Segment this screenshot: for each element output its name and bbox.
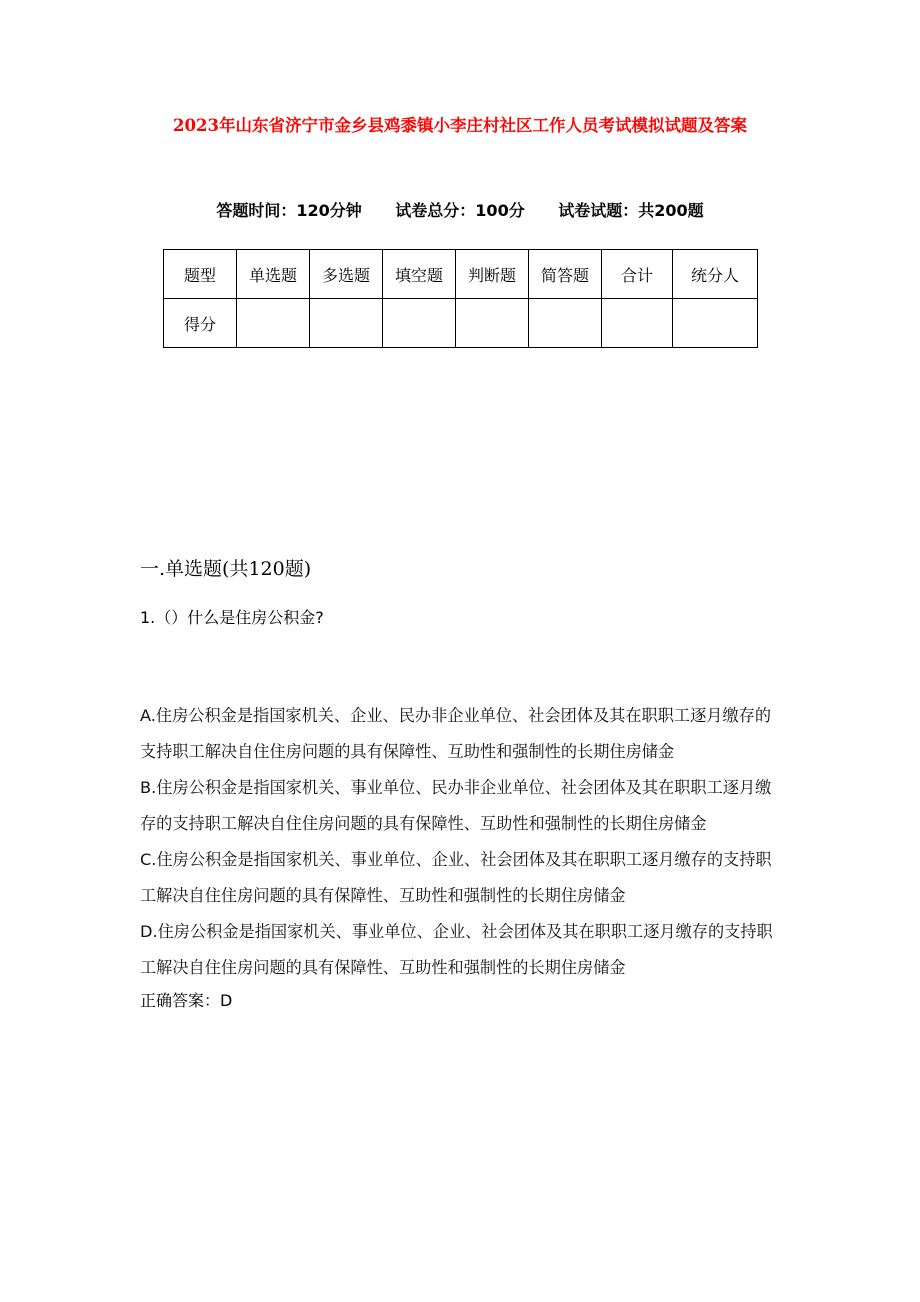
table-row: [164, 299, 758, 348]
table-cell: 多选题: [310, 250, 383, 299]
exam-question-count: 试卷试题：共200题: [558, 201, 704, 220]
document-title: 2023年山东省济宁市金乡县鸡黍镇小李庄村社区工作人员考试模拟试题及答案: [173, 116, 747, 135]
table-cell: 单选题: [237, 250, 310, 299]
table-cell: 合计: [602, 250, 673, 299]
score-table: [163, 249, 758, 348]
option-c: C.住房公积金是指国家机关、事业单位、企业、社会团体及其在职职工逐月缴存的支持职工解决自住住房问题的具有保障性、互助性和强制性的长期住房储金: [140, 850, 772, 905]
options-list: [140, 698, 785, 986]
table-header-row: [164, 250, 758, 299]
exam-time: 答题时间：120分钟: [216, 201, 362, 220]
table-cell: 简答题: [529, 250, 602, 299]
option-b: B.住房公积金是指国家机关、事业单位、民办非企业单位、社会团体及其在职职工逐月缴存的支持职工解决自住住房问题的具有保障性、互助性和强制性的长期住房储金: [140, 778, 772, 833]
correct-answer: 正确答案：D: [140, 991, 233, 1010]
table-cell: [673, 299, 758, 348]
table-cell: 得分: [164, 299, 237, 348]
exam-total-score: 试卷总分：100分: [395, 201, 525, 220]
table-cell: [456, 299, 529, 348]
exam-meta: [0, 198, 920, 221]
table-cell: 题型: [164, 250, 237, 299]
question-text: 1.（）什么是住房公积金?: [140, 608, 324, 627]
table-cell: 填空题: [383, 250, 456, 299]
table-cell: [529, 299, 602, 348]
option-d: D.住房公积金是指国家机关、事业单位、企业、社会团体及其在职职工逐月缴存的支持职工解决自住住房问题的具有保障性、互助性和强制性的长期住房储金: [140, 922, 773, 977]
section-heading: 一.单选题(共120题): [140, 558, 312, 580]
table-cell: [383, 299, 456, 348]
table-cell: [237, 299, 310, 348]
table-cell: [602, 299, 673, 348]
table-cell: [310, 299, 383, 348]
table-cell: 统分人: [673, 250, 758, 299]
option-a: A.住房公积金是指国家机关、企业、民办非企业单位、社会团体及其在职职工逐月缴存的支持职工解决自住住房问题的具有保障性、互助性和强制性的长期住房储金: [140, 706, 772, 761]
table-cell: 判断题: [456, 250, 529, 299]
